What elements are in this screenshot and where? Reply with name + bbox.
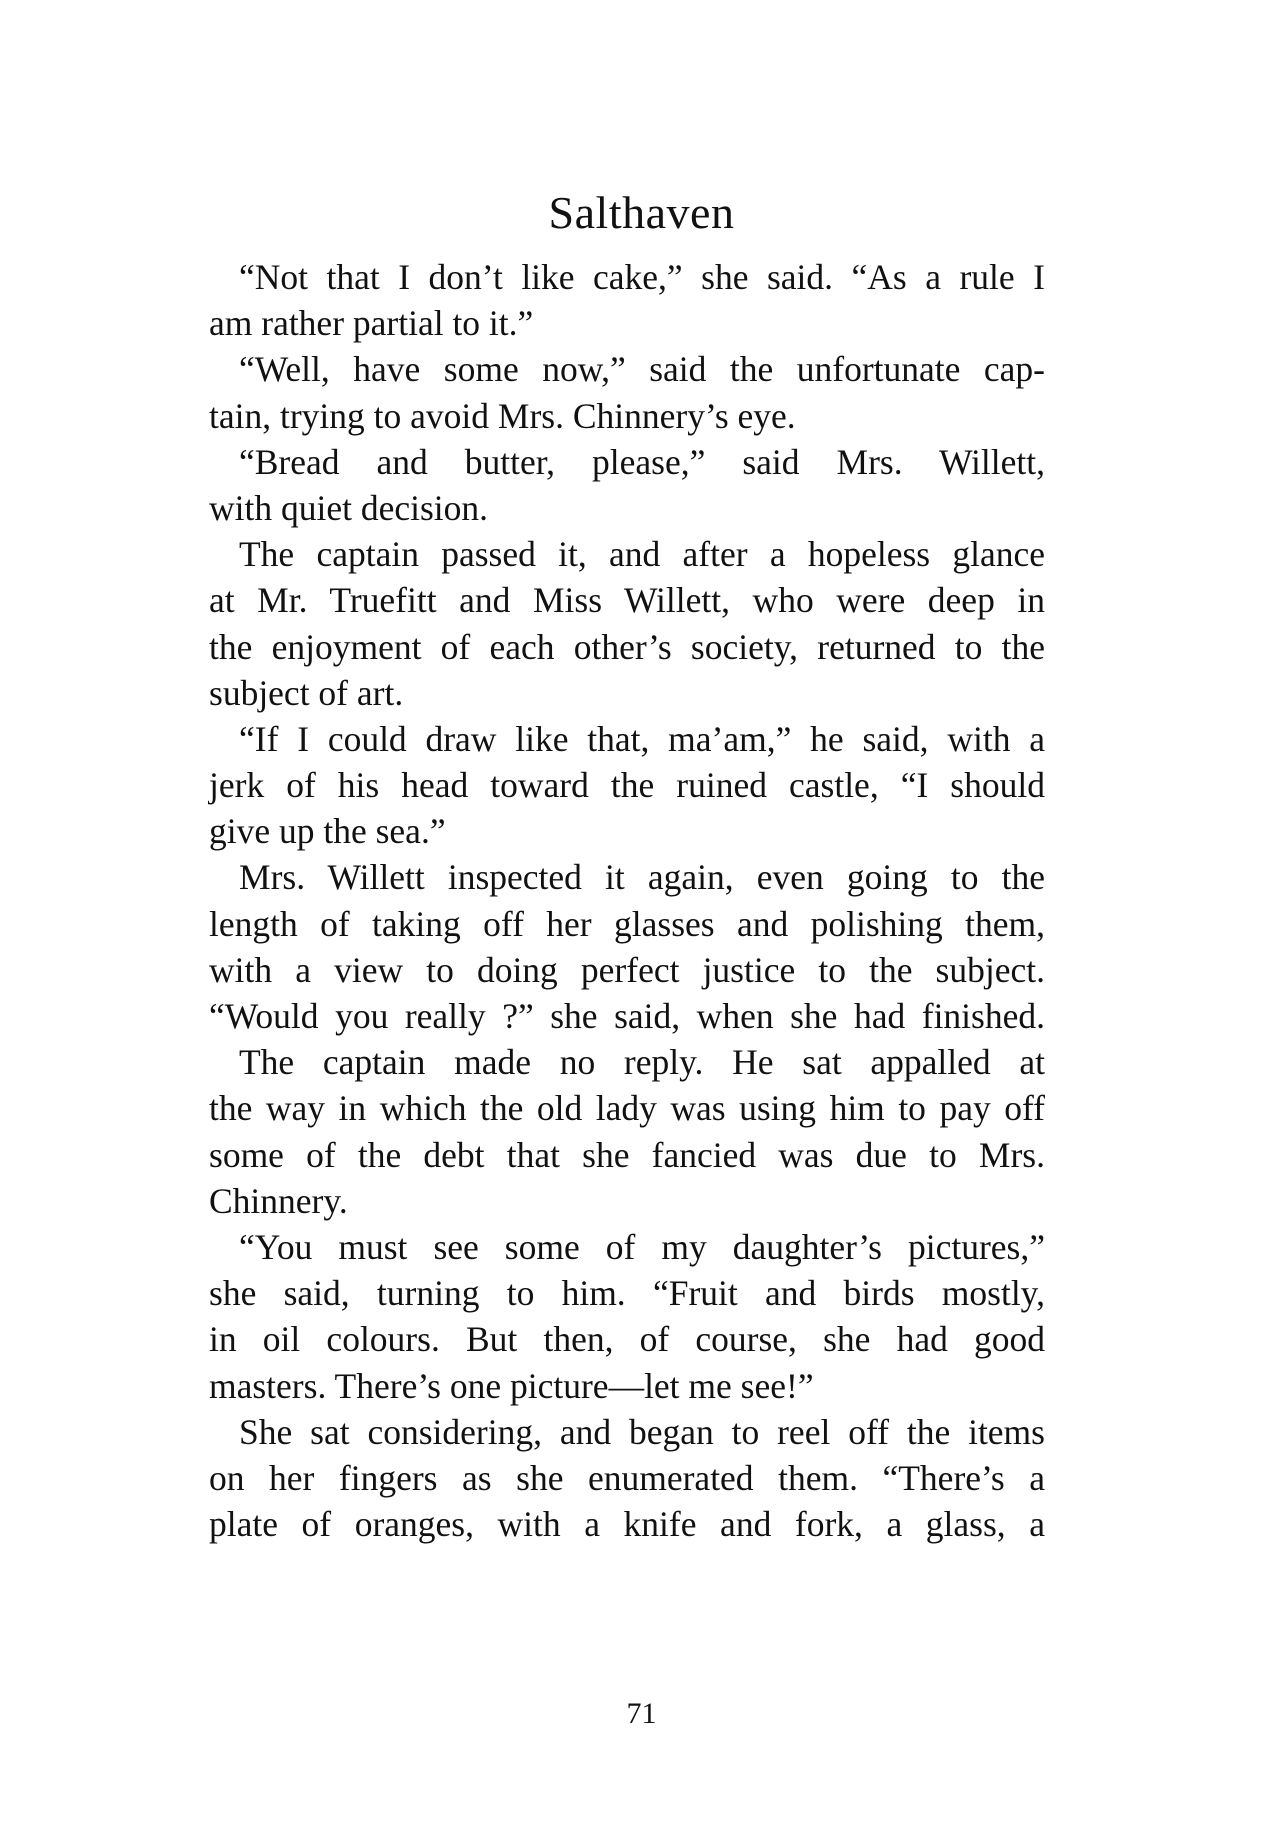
text-line: plate of oranges, with a knife and fork, a glass, a [209, 1504, 1045, 1545]
text-line: at Mr. Truefitt and Miss Willett, who were deep in [209, 580, 1045, 621]
text-line: the enjoyment of each other’s society, returned to the [209, 626, 1045, 667]
text-line: She sat considering, and began to reel off the items [239, 1411, 1045, 1452]
text-line: tain, trying to avoid Mrs. Chinnery’s eye. [209, 395, 796, 436]
text-line: am rather partial to it.” [209, 303, 534, 344]
text-line: “Bread and butter, please,” said Mrs. Willett, [239, 441, 1045, 482]
text-line: “If I could draw like that, ma’am,” he said, with a [239, 718, 1045, 759]
text-line: “Not that I don’t like cake,” she said. “As a rule I [239, 257, 1045, 297]
text-line: Mrs. Willett inspected it again, even going to the [239, 857, 1045, 898]
text-line: some of the debt that she fancied was due to Mrs. [209, 1134, 1045, 1175]
text-line: with a view to doing perfect justice to the subject. [209, 949, 1045, 990]
text-line: on her fingers as she enumerated them. “There’s a [209, 1457, 1045, 1498]
text-line: jerk of his head toward the ruined castle, “I should [209, 765, 1045, 806]
text-line: “You must see some of my daughter’s pictures,” [239, 1226, 1045, 1267]
text-line: subject of art. [209, 672, 404, 713]
text-line: Chinnery. [209, 1180, 348, 1221]
text-line: masters. There’s one picture—let me see!” [209, 1365, 814, 1406]
body-text [209, 254, 1045, 1547]
text-line: The captain made no reply. He sat appalled at [239, 1042, 1045, 1083]
text-line: “Would you really ?” she said, when she had finished. [209, 996, 1045, 1036]
text-line: with quiet decision. [209, 487, 489, 528]
page-number: 71 [626, 1697, 657, 1730]
text-line: The captain passed it, and after a hopeless glance [239, 534, 1045, 575]
text-line: the way in which the old lady was using him to pay off [209, 1088, 1045, 1129]
text-line: length of taking off her glasses and polishing them, [209, 903, 1045, 944]
text-line: in oil colours. But then, of course, she had good [209, 1319, 1045, 1360]
text-line: give up the sea.” [209, 811, 446, 852]
running-head: Salthaven [548, 187, 735, 238]
text-line: “Well, have some now,” said the unfortunate cap- [239, 349, 1045, 390]
text-line: she said, turning to him. “Fruit and birds mostly, [209, 1273, 1045, 1314]
